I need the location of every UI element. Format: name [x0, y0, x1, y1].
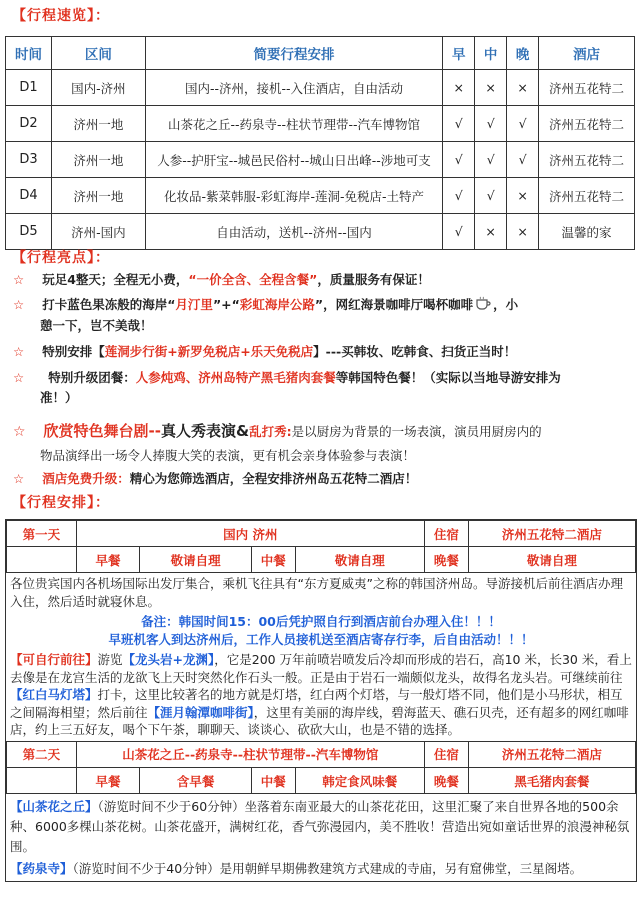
- star-icon: ☆: [13, 424, 26, 440]
- breakfast-cell: ×: [443, 70, 475, 106]
- stay-label: 住宿: [424, 521, 468, 547]
- schedule-title: 【行程安排】：: [12, 495, 110, 511]
- day-cell: D5: [6, 214, 52, 250]
- highlight-item-cont: 准！）: [40, 390, 78, 405]
- lunch-cell: √: [475, 178, 507, 214]
- lunch-label: 中餐: [251, 547, 295, 573]
- highlight-item: ☆ 特别升级团餐：人参炖鸡、济州岛特产黑毛猪肉套餐等韩国特色餐！（实际以当地导游安排为: [13, 370, 561, 385]
- lunch-cell: √: [475, 106, 507, 142]
- overview-title: 【行程速览】：: [12, 8, 110, 24]
- table-row: [6, 106, 635, 142]
- dinner-cell: ×: [507, 70, 539, 106]
- dinner-label: 晚餐: [424, 768, 468, 794]
- star-icon: ☆: [13, 297, 25, 312]
- route-cell: 国内-济州: [51, 70, 145, 106]
- breakfast-label: 早餐: [76, 768, 140, 794]
- day1-description: 各位贵宾国内各机场国际出发厅集合，乘机飞往具有“东方夏威夷”之称的韩国济州岛。导游接机后前往酒店办理入住，然后适时就寝休息。 备注：韩国时间15：00后凭护照自行到酒店前台办理入住！！！ 早班机客人到达济州后，工作人员接机送至酒店寄存行李，后自由活动！！！ 【可自行前往】游览【龙头岩+龙渊】，它是200 万年前喷岩喷发后冷却而形成的岩石，高10 米，长30 米，看上去像是在龙宫生活的龙欲飞上天时突然化作石头一般。正是由于岩石一端颇似龙头，故得名龙头岩。可继续前往【红白马灯塔】打卡，这里比较著名的地方就是灯塔，红白两个灯塔，与一般灯塔不同，他们是小马形状，相互之间隔海相望；然后前往【涯月翰潭咖啡街】，这里有美丽的海岸线，碧海蓝天、礁石贝壳，还有超多的网红咖啡店，约上三五好友，喝个下午茶，聊聊天、谈谈心、砍砍大山，也是不错的选择。: [6, 573, 636, 742]
- header-hotel: 酒店: [539, 37, 635, 70]
- dinner-label: 晚餐: [424, 547, 468, 573]
- dinner-cell: ×: [507, 214, 539, 250]
- plan-cell: 山茶花之丘--药泉寺--柱状节理带--汽车博物馆: [145, 106, 442, 142]
- highlight-item: ☆ 特别安排【莲洞步行街+新罗免税店+乐天免税店】---买韩妆、吃韩食、扫货正当时！: [13, 344, 517, 359]
- plan-cell: 国内--济州，接机--入住酒店，自由活动: [145, 70, 442, 106]
- highlight-item-cont: 憩一下，岂不美哉！: [40, 318, 153, 333]
- schedule-day1: [5, 519, 637, 882]
- coffee-cup-icon: [475, 296, 491, 316]
- breakfast-value: 敬请自理: [140, 547, 251, 573]
- dinner-value: 黑毛猪肉套餐: [468, 768, 635, 794]
- breakfast-cell: √: [443, 214, 475, 250]
- dinner-cell: ×: [507, 178, 539, 214]
- hotel-cell: 济州五花特二: [539, 142, 635, 178]
- highlights-title: 【行程亮点】：: [12, 250, 110, 266]
- day-route: 国内 济州: [76, 521, 424, 547]
- highlight-item: ☆ 打卡蓝色果冻般的海岸“月汀里”+“彩虹海岸公路”，网红海景咖啡厅喝杯咖啡 ，小: [13, 295, 518, 316]
- lunch-label: 中餐: [251, 768, 295, 794]
- day-route: 山茶花之丘--药泉寺--柱状节理带--汽车博物馆: [76, 742, 424, 768]
- hotel-cell: 济州五花特二: [539, 178, 635, 214]
- plan-cell: 人参--护肝宝--城邑民俗村--城山日出峰--涉地可支: [145, 142, 442, 178]
- star-icon: ☆: [13, 344, 25, 359]
- plan-cell: 化妆品-紫菜韩服-彩虹海岸-莲洞-免税店-土特产: [145, 178, 442, 214]
- star-icon: ☆: [13, 471, 25, 486]
- route-cell: 济州-国内: [51, 214, 145, 250]
- header-breakfast: 早: [443, 37, 475, 70]
- breakfast-cell: √: [443, 178, 475, 214]
- hotel-value: 济州五花特二酒店: [468, 521, 635, 547]
- lunch-cell: √: [475, 142, 507, 178]
- header-route: 区间: [51, 37, 145, 70]
- day1-detail: 【可自行前往】游览【龙头岩+龙渊】，它是200 万年前喷岩喷发后冷却而形成的岩石，高10 米，长30 米，看上去像是在龙宫生活的龙欲飞上天时突然化作石头一般。正是由于岩石一端颇似龙头，故得名龙头岩。可继续前往【红白马灯塔】打卡，这里比较著名的地方就是灯塔，红白两个灯塔，与一般灯塔不同，他们是小马形状，相互之间隔海相望；然后前往【涯月翰潭咖啡街】，这里有美丽的海岸线，碧海蓝天、礁石贝壳，还有超多的网红咖啡店，约上三五好友，喝个下午茶，聊聊天、谈谈心、砍砍大山，也是不错的选择。: [10, 652, 632, 737]
- breakfast-cell: √: [443, 106, 475, 142]
- overview-table: [5, 36, 635, 250]
- hotel-cell: 济州五花特二: [539, 106, 635, 142]
- schedule-day2: [6, 742, 636, 795]
- route-cell: 济州一地: [51, 106, 145, 142]
- table-row: [6, 142, 635, 178]
- star-icon: ☆: [13, 370, 25, 385]
- lunch-value: 韩定食风味餐: [295, 768, 424, 794]
- day-cell: D4: [6, 178, 52, 214]
- highlight-item: ☆ 欣赏特色舞台剧--真人秀表演&乱打秀:是以厨房为背景的一场表演，演员用厨房内的: [13, 422, 542, 440]
- breakfast-cell: √: [443, 142, 475, 178]
- lunch-value: 敬请自理: [295, 547, 424, 573]
- stay-label: 住宿: [424, 742, 468, 768]
- table-row: [6, 214, 635, 250]
- day-label: 第二天: [7, 742, 77, 768]
- lunch-cell: ×: [475, 70, 507, 106]
- highlight-item: ☆ 玩足4整天；全程无小费，“一价全含、全程含餐”，质量服务有保证！: [13, 272, 430, 287]
- day-cell: D3: [6, 142, 52, 178]
- hotel-cell: 温馨的家: [539, 214, 635, 250]
- header-plan: 简要行程安排: [145, 37, 442, 70]
- dinner-cell: √: [507, 106, 539, 142]
- breakfast-value: 含早餐: [140, 768, 251, 794]
- dinner-value: 敬请自理: [468, 547, 635, 573]
- dinner-cell: √: [507, 142, 539, 178]
- overview-header-row: [6, 37, 635, 70]
- note-line: 备注：韩国时间15：00后凭护照自行到酒店前台办理入住！！！: [141, 614, 501, 629]
- route-cell: 济州一地: [51, 142, 145, 178]
- highlight-item: ☆ 酒店免费升级：精心为您筛选酒店，全程安排济州岛五花特二酒店！: [13, 471, 418, 486]
- lunch-cell: ×: [475, 214, 507, 250]
- plan-cell: 自由活动，送机--济州--国内: [145, 214, 442, 250]
- note-line: 早班机客人到达济州后，工作人员接机送至酒店寄存行李，后自由活动！！！: [108, 631, 534, 647]
- highlight-item-cont: 物品演绎出一场令人捧腹大笑的表演，更有机会亲身体验参与表演！: [40, 448, 416, 463]
- hotel-value: 济州五花特二酒店: [468, 742, 635, 768]
- header-lunch: 中: [475, 37, 507, 70]
- header-time: 时间: [6, 37, 52, 70]
- star-icon: ☆: [13, 272, 25, 287]
- day-label: 第一天: [7, 521, 77, 547]
- route-cell: 济州一地: [51, 178, 145, 214]
- day2-description: 【山茶花之丘】（游览时间不少于60分钟）坐落着东南亚最大的山茶花花田，这里汇聚了来自世界各地的500余种、6000多棵山茶花树。山茶花盛开，满树红花，香气弥漫园内，美不胜收！营造出宛如童话世界的浪漫神秘氛围。 【药泉寺】（游览时间不少于40分钟）是用朝鲜早期佛教建筑方式建成的寺庙，另有窟佛堂，三星阁塔。: [10, 799, 630, 876]
- hotel-cell: 济州五花特二: [539, 70, 635, 106]
- breakfast-label: 早餐: [76, 547, 140, 573]
- table-row: [6, 178, 635, 214]
- day-cell: D1: [6, 70, 52, 106]
- header-dinner: 晚: [507, 37, 539, 70]
- table-row: [6, 70, 635, 106]
- day-cell: D2: [6, 106, 52, 142]
